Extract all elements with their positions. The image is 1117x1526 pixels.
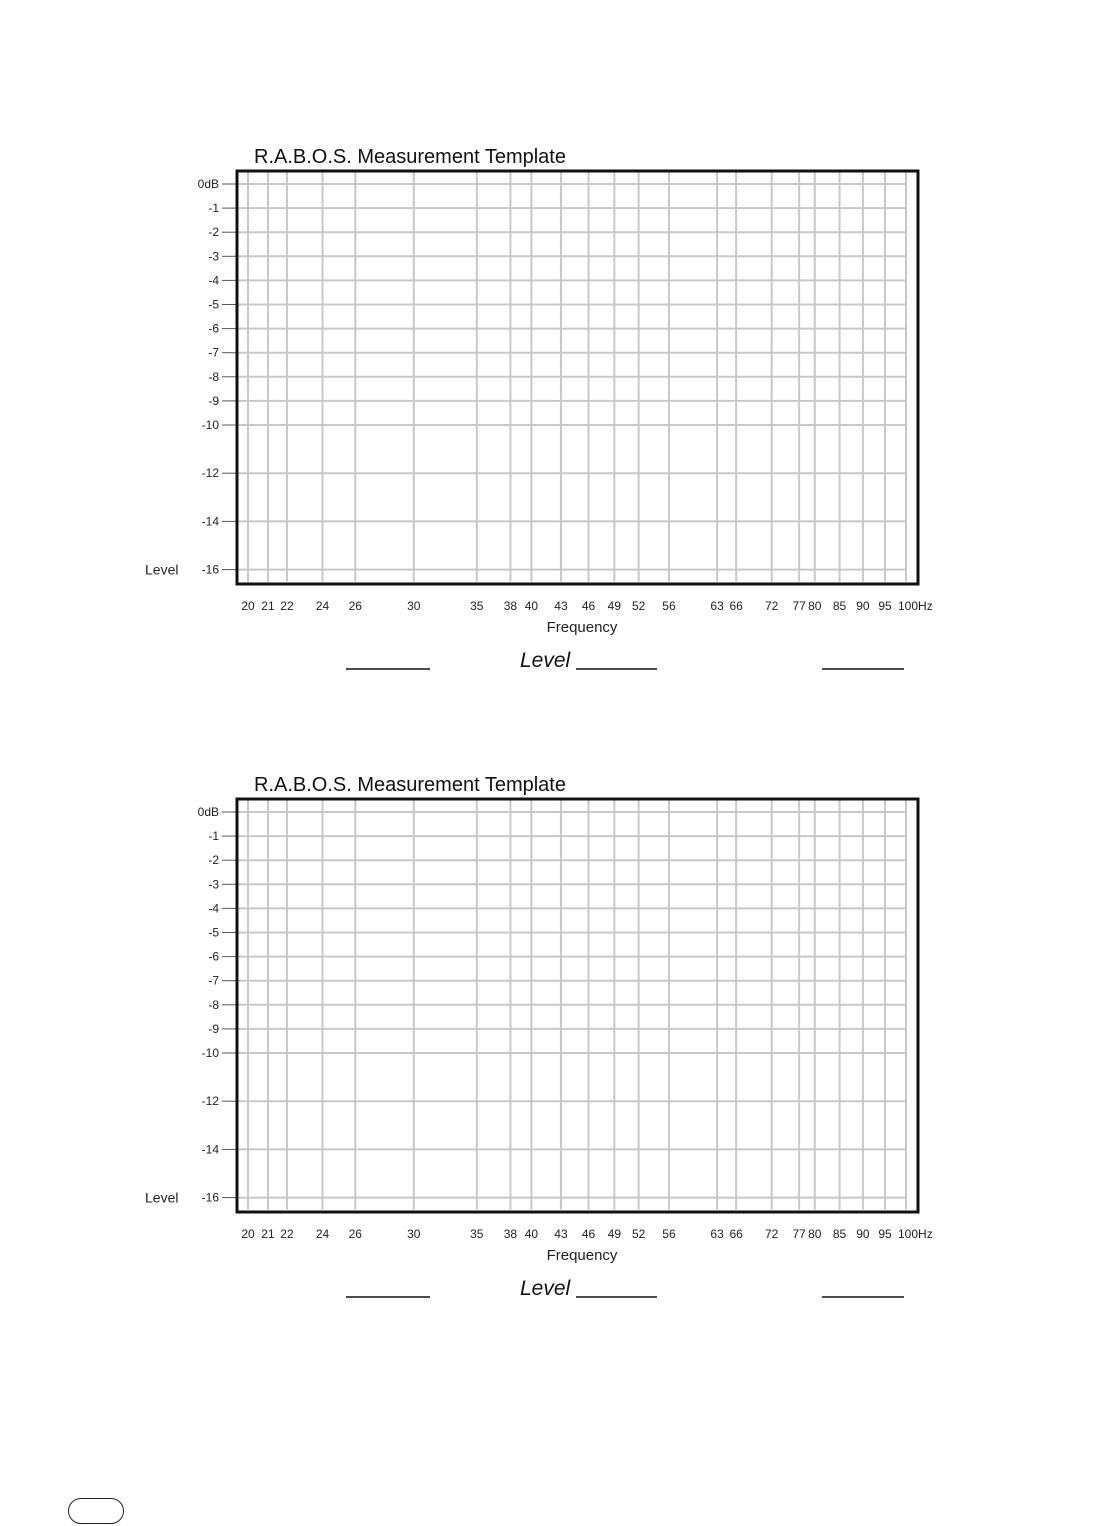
x-tick-label: 52 <box>631 1227 646 1241</box>
measurement-template-1 <box>0 130 1117 690</box>
x-axis-label: Frequency <box>546 619 618 636</box>
x-tick-label: 56 <box>662 599 676 613</box>
y-tick-label: -5 <box>208 925 219 940</box>
x-tick-label: 100Hz <box>898 599 933 613</box>
y-tick-label: -4 <box>208 273 219 288</box>
x-tick-label: 24 <box>315 1227 330 1241</box>
y-axis-label: Level <box>145 1189 179 1206</box>
x-tick-label: 72 <box>765 1227 779 1241</box>
x-tick-label: 46 <box>581 599 596 613</box>
x-tick-label: 63 <box>710 599 724 613</box>
x-tick-label: 90 <box>856 599 870 613</box>
x-tick-label: 100Hz <box>898 1227 933 1241</box>
x-tick-label: 72 <box>765 599 779 613</box>
y-tick-label: 0dB <box>197 805 219 819</box>
footer-level-label: Level <box>520 1277 571 1300</box>
x-tick-label: 40 <box>524 1227 539 1241</box>
x-tick-label: 21 <box>261 1227 275 1241</box>
y-tick-label: -3 <box>208 249 219 264</box>
y-tick-label: -3 <box>208 877 219 892</box>
y-tick-label: -14 <box>201 1142 219 1157</box>
x-tick-label: 66 <box>729 1227 743 1241</box>
y-tick-label: -1 <box>208 829 219 844</box>
y-tick-label: -1 <box>208 201 219 216</box>
x-tick-label: 35 <box>470 599 484 613</box>
x-tick-label: 30 <box>407 1227 421 1241</box>
x-tick-label: 38 <box>503 1227 518 1241</box>
y-tick-label: -7 <box>208 973 219 988</box>
x-tick-label: 80 <box>808 599 822 613</box>
y-tick-label: -6 <box>208 949 219 964</box>
y-tick-label: -9 <box>208 1021 219 1036</box>
x-tick-label: 26 <box>348 599 362 613</box>
chart-title: R.A.B.O.S. Measurement Template <box>254 774 566 796</box>
x-tick-label: 21 <box>261 599 275 613</box>
y-tick-label: -8 <box>208 997 219 1012</box>
y-tick-label: 0dB <box>197 177 219 191</box>
x-tick-label: 85 <box>832 599 847 613</box>
y-tick-label: -2 <box>208 853 219 868</box>
y-tick-label: -5 <box>208 297 219 312</box>
y-tick-label: -12 <box>201 1094 219 1109</box>
chart-svg <box>0 130 1117 690</box>
x-tick-label: 38 <box>503 599 518 613</box>
y-tick-label: -2 <box>208 225 219 240</box>
x-tick-label: 26 <box>348 1227 362 1241</box>
x-tick-label: 43 <box>554 1227 568 1241</box>
chart-title: R.A.B.O.S. Measurement Template <box>254 146 566 168</box>
y-tick-label: -16 <box>201 1190 219 1205</box>
x-tick-label: 35 <box>470 1227 484 1241</box>
chart-svg <box>0 758 1117 1318</box>
y-tick-label: -8 <box>208 369 219 384</box>
x-tick-label: 20 <box>241 599 255 613</box>
x-tick-label: 95 <box>878 1227 892 1241</box>
x-tick-label: 20 <box>241 1227 255 1241</box>
y-tick-label: -12 <box>201 466 219 481</box>
x-tick-label: 80 <box>808 1227 822 1241</box>
x-tick-label: 43 <box>554 599 568 613</box>
x-tick-label: 46 <box>581 1227 596 1241</box>
x-axis-label: Frequency <box>546 1247 618 1264</box>
y-tick-label: -7 <box>208 345 219 360</box>
x-tick-label: 52 <box>631 599 646 613</box>
x-tick-label: 49 <box>607 1227 622 1241</box>
x-tick-label: 66 <box>729 599 743 613</box>
x-tick-label: 63 <box>710 1227 724 1241</box>
x-tick-label: 49 <box>607 599 622 613</box>
x-tick-label: 56 <box>662 1227 676 1241</box>
measurement-template-2 <box>0 758 1117 1318</box>
footer-level-label: Level <box>520 649 571 672</box>
y-tick-label: -14 <box>201 514 219 529</box>
x-tick-label: 85 <box>832 1227 847 1241</box>
x-tick-label: 90 <box>856 1227 870 1241</box>
x-tick-label: 77 <box>792 1227 806 1241</box>
x-tick-label: 40 <box>524 599 539 613</box>
y-tick-label: -4 <box>208 901 219 916</box>
page-number-badge <box>68 1498 124 1524</box>
x-tick-label: 22 <box>280 599 294 613</box>
x-tick-label: 30 <box>407 599 421 613</box>
y-tick-label: -16 <box>201 562 219 577</box>
x-tick-label: 22 <box>280 1227 294 1241</box>
y-tick-label: -10 <box>201 1046 219 1060</box>
y-tick-label: -6 <box>208 321 219 336</box>
y-axis-label: Level <box>145 561 179 578</box>
x-tick-label: 24 <box>315 599 330 613</box>
y-tick-label: -9 <box>208 393 219 408</box>
y-tick-label: -10 <box>201 418 219 432</box>
x-tick-label: 95 <box>878 599 892 613</box>
x-tick-label: 77 <box>792 599 806 613</box>
